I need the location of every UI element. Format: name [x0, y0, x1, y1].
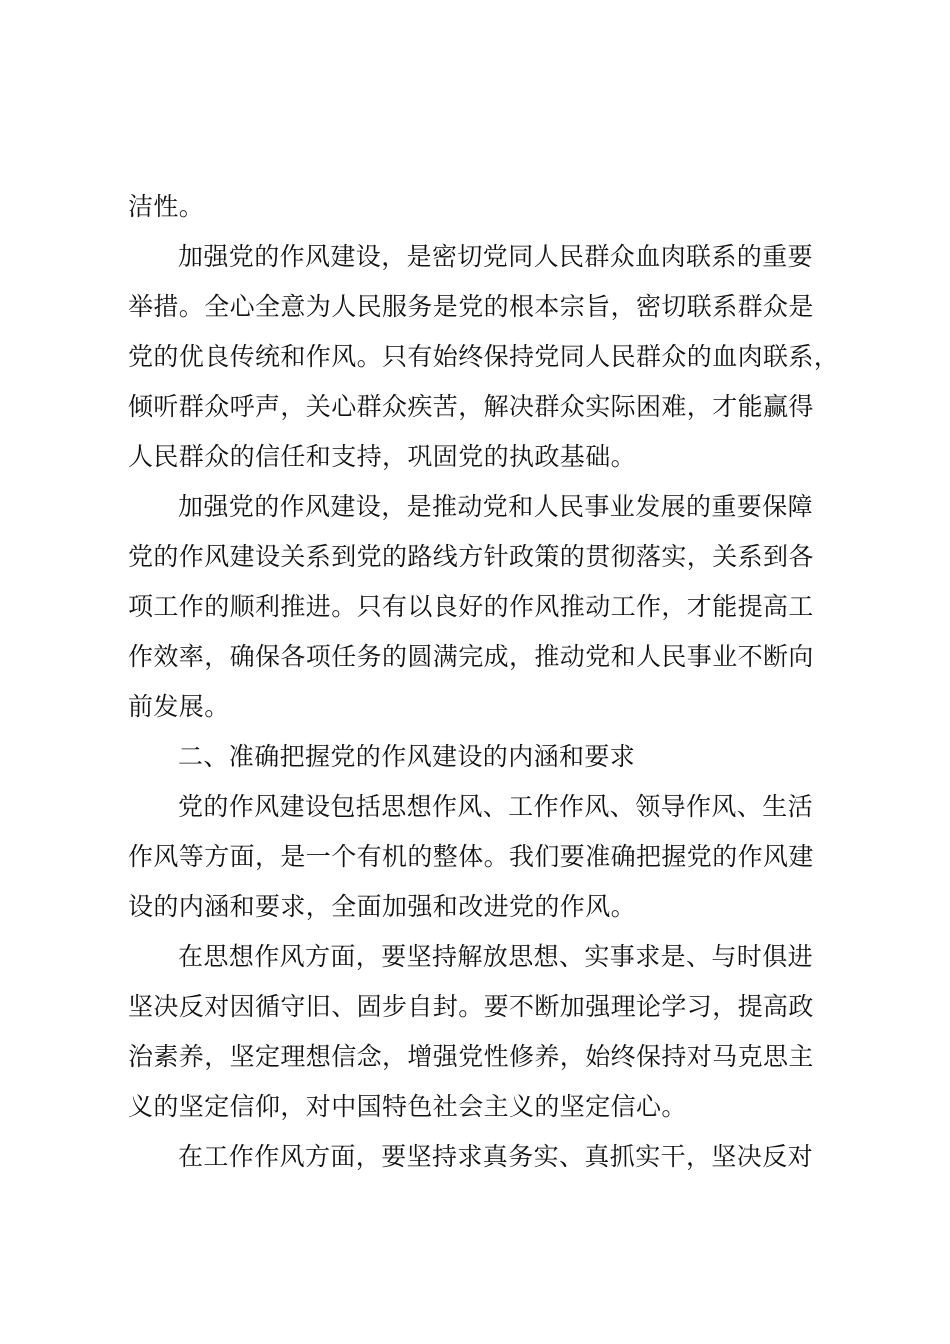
paragraph-first-line: 加强党的作风建设，是推动党和人民事业发展的重要保障 — [178, 492, 814, 521]
text-line: 举措。全心全意为人民服务是党的根本宗旨，密切联系群众是 — [128, 292, 814, 321]
paragraph-first-line: 加强党的作风建设，是密切党同人民群众血肉联系的重要 — [178, 242, 814, 271]
text-line: 倾听群众呼声，关心群众疾苦，解决群众实际困难，才能赢得 — [128, 392, 814, 421]
text-line: 治素养，坚定理想信念，增强党性修养，始终保持对马克思主 — [128, 1042, 814, 1071]
paragraph-first-line: 在工作作风方面，要坚持求真务实、真抓实干，坚决反对 — [178, 1142, 814, 1171]
text-line: 党的优良传统和作风。只有始终保持党同人民群众的血肉联系， — [128, 342, 840, 371]
paragraph-first-line: 党的作风建设包括思想作风、工作作风、领导作风、生活 — [178, 792, 814, 821]
text-line: 作效率，确保各项任务的圆满完成，推动党和人民事业不断向 — [128, 642, 814, 671]
text-line: 洁性。 — [128, 192, 205, 221]
text-line: 前发展。 — [128, 692, 230, 721]
text-line: 人民群众的信任和支持，巩固党的执政基础。 — [128, 442, 637, 471]
text-line: 党的作风建设关系到党的路线方针政策的贯彻落实，关系到各 — [128, 542, 814, 571]
text-line: 设的内涵和要求，全面加强和改进党的作风。 — [128, 892, 637, 921]
text-line: 项工作的顺利推进。只有以良好的作风推动工作，才能提高工 — [128, 592, 814, 621]
text-line: 义的坚定信仰，对中国特色社会主义的坚定信心。 — [128, 1092, 687, 1121]
body-text — [128, 182, 840, 1182]
section-heading: 二、准确把握党的作风建设的内涵和要求 — [178, 742, 636, 771]
paragraph-first-line: 在思想作风方面，要坚持解放思想、实事求是、与时俱进 — [178, 942, 814, 971]
text-line: 坚决反对因循守旧、固步自封。要不断加强理论学习，提高政 — [128, 992, 814, 1021]
text-line: 作风等方面，是一个有机的整体。我们要准确把握党的作风建 — [128, 842, 814, 871]
